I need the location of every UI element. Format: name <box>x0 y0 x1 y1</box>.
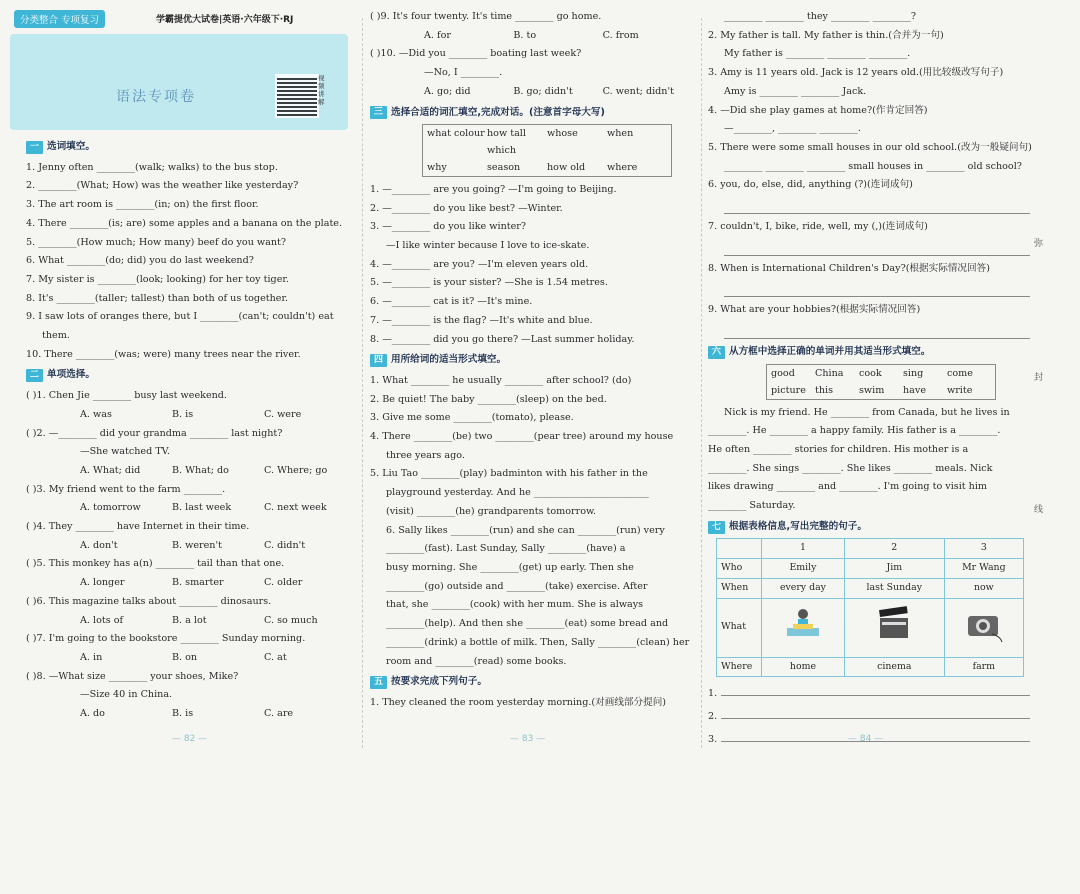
list-item: 4. There ________(is; are) some apples and a banana on the plate. <box>26 217 343 229</box>
word-option: this <box>815 384 834 396</box>
list-item: ________(go) outside and ________(take) exercise. After <box>386 580 648 592</box>
option-a: A. lots of <box>80 614 124 626</box>
option-c: C. at <box>264 651 287 663</box>
list-item: He often ________ stories for children. His mother is a <box>708 443 969 455</box>
option-b: B. weren't <box>172 539 222 551</box>
option-row <box>26 462 356 481</box>
option-a: A. go; did <box>424 85 471 97</box>
header <box>10 12 352 132</box>
list-item: 3. The art room is ________(in; on) the first floor. <box>26 199 259 211</box>
section-1-list <box>26 159 356 365</box>
answer-number: 2. <box>708 710 718 722</box>
list-item: three years ago. <box>386 449 465 461</box>
list-item: My father is ________ ________ ________. <box>724 48 911 60</box>
section-4-title: 四 用所给词的适当形式填空。 <box>370 351 692 370</box>
section-6-title: 六 从方框中选择正确的单词并用其适当形式填空。 <box>708 343 1030 362</box>
series-title: 学霸提优大试卷|英语·六年级下·RJ <box>156 15 294 25</box>
word-box-row <box>771 365 991 382</box>
film-clapper-icon <box>872 604 916 644</box>
answer-line[interactable] <box>721 681 1030 696</box>
option-row <box>26 705 356 724</box>
option-b: B. smarter <box>172 577 224 589</box>
word-box-row <box>427 142 667 176</box>
question: ( )5. This monkey has a(n) ________ tail than that one. <box>26 558 285 570</box>
list-item: 1. What ________ he usually ________ after school? (do) <box>370 374 632 386</box>
question-response: —No, I ________. <box>424 67 503 79</box>
word-option: whose <box>547 128 578 140</box>
binding-mark: 封 <box>1034 373 1044 383</box>
page-number: — 82 — <box>172 734 208 744</box>
page-84 <box>708 8 1030 766</box>
question: ( )1. Chen Jie ________ busy last weekend. <box>26 390 227 402</box>
answer-number: 1. <box>708 688 718 700</box>
question-response: —Size 40 in China. <box>80 689 173 701</box>
page-number: — 83 — <box>510 734 546 744</box>
answer-number: 3. <box>708 733 718 745</box>
answer-line[interactable] <box>724 278 1030 297</box>
option-row <box>26 649 356 668</box>
question: ( )2. —________ did your grandma ________ last night? <box>26 427 283 439</box>
list-item: 7. My sister is ________(look; looking) for her toy tiger. <box>26 273 289 285</box>
option-a: A. longer <box>80 577 125 589</box>
section-5-list-continued <box>708 8 1030 339</box>
list-item: 1. They cleaned the room yesterday morning.(对画线部分提问) <box>370 696 667 708</box>
where-label: Where <box>717 657 762 677</box>
list-item: likes drawing ________ and ________. I'm going to visit him <box>708 481 988 493</box>
option-a: A. was <box>80 408 112 420</box>
list-item: 4. —________ are you? —I'm eleven years old. <box>370 258 589 270</box>
section-6-passage <box>708 404 1030 516</box>
word-box-6 <box>766 364 1030 401</box>
list-item: 2. My father is tall. My father is thin.(合并为一句) <box>708 29 944 41</box>
section-3-title: 三 选择合适的词汇填空,完成对话。(注意首字母大写) <box>370 104 692 123</box>
list-item: 6. What ________(do; did) you do last weekend? <box>26 255 254 267</box>
section-2-list-continued <box>370 8 692 102</box>
option-c: C. next week <box>264 502 327 514</box>
option-row <box>26 574 356 593</box>
option-c: C. didn't <box>264 539 306 551</box>
word-option: which season <box>487 145 521 174</box>
section-4-list <box>370 372 692 671</box>
info-table: 1 2 3 Who Emily Jim Mr Wang When every day last Sunday now What Where home cinema farm <box>716 538 1024 677</box>
question: ( )6. This magazine talks about ________ dinosaurs. <box>26 595 272 607</box>
col-3: 3 <box>944 539 1023 559</box>
option-row <box>370 27 692 46</box>
option-b: B. to <box>513 29 537 41</box>
list-item: 3. Give me some ________(tomato), please. <box>370 412 574 424</box>
list-item: 3. Amy is 11 years old. Jack is 12 years old.(用比较级改写句子) <box>708 67 1004 79</box>
option-a: A. in <box>80 651 103 663</box>
answer-line[interactable] <box>724 237 1030 256</box>
question: ( )8. —What size ________ your shoes, Mike? <box>26 670 239 682</box>
word-option: when <box>607 128 634 140</box>
answer-line[interactable] <box>724 320 1030 339</box>
list-item: room and ________(read) some books. <box>386 655 567 667</box>
question: ( )7. I'm going to the bookstore ________ Sunday morning. <box>26 633 306 645</box>
question: ( )10. —Did you ________ boating last week? <box>370 48 582 60</box>
word-box-row <box>427 125 667 142</box>
list-item: ________(fast). Last Sunday, Sally ________(have) a <box>386 543 626 555</box>
list-item: 1. Jenny often ________(walk; walks) to the bus stop. <box>26 161 278 173</box>
list-item: 6. you, do, else, did, anything (?)(连词成句) <box>708 179 913 191</box>
list-item: Amy is ________ ________ Jack. <box>724 85 867 97</box>
word-box-row <box>771 382 991 399</box>
answer-line[interactable] <box>724 195 1030 214</box>
list-item: 1. —________ are you going? —I'm going to Beijing. <box>370 183 617 195</box>
list-item: 8. When is International Children's Day?(根据实际情况回答) <box>708 262 990 274</box>
word-box-3 <box>422 124 692 178</box>
page-82 <box>26 136 356 894</box>
option-a: A. do <box>80 708 105 720</box>
page-83 <box>370 8 692 766</box>
word-option: cook <box>859 367 882 379</box>
section-5-title: 五 按要求完成下列句子。 <box>370 673 692 692</box>
option-a: A. What; did <box>80 464 141 476</box>
option-row <box>26 537 356 556</box>
list-item: ________ ________ they ________ ________? <box>724 11 916 22</box>
option-a: A. don't <box>80 539 118 551</box>
option-b: B. What; do <box>172 464 229 476</box>
list-item: ________ Saturday. <box>708 500 796 512</box>
list-item: 2. Be quiet! The baby ________(sleep) on the bed. <box>370 393 607 405</box>
page-title: 语法专项卷 <box>116 89 196 105</box>
who-label: Who <box>717 559 762 579</box>
option-b: B. is <box>172 708 194 720</box>
qr-code-icon[interactable] <box>275 74 319 118</box>
list-item: 4. —Did she play games at home?(作肯定回答) <box>708 104 928 116</box>
list-item: 3. —________ do you like winter? <box>370 221 527 233</box>
question-response: —She watched TV. <box>80 446 170 458</box>
list-item: ________. She sings ________. She likes ________ meals. Nick <box>708 462 993 474</box>
option-row <box>370 83 692 102</box>
word-option: where <box>607 162 638 174</box>
option-c: C. so much <box>264 614 318 626</box>
answer-row <box>708 681 1030 704</box>
word-option: sing <box>903 367 924 379</box>
word-option: how old <box>547 162 586 174</box>
list-item: 6. —________ cat is it? —It's mine. <box>370 296 533 308</box>
list-item: —I like winter because I love to ice-skate. <box>386 240 590 252</box>
list-item: 9. What are your hobbies?(根据实际情况回答) <box>708 304 921 316</box>
list-item: 5. Liu Tao ________(play) badminton with his father in the <box>370 468 648 480</box>
option-row <box>26 499 356 518</box>
list-item: 2. ________(What; How) was the weather like yesterday? <box>26 180 299 192</box>
option-row <box>26 406 356 425</box>
what-label: What <box>717 598 762 657</box>
section-2-title: 二 单项选择。 <box>26 366 356 385</box>
list-item: them. <box>42 330 70 342</box>
list-item: ________(help). And then she ________(eat) some bread and <box>386 618 669 630</box>
section-1-title: 一 选词填空。 <box>26 138 356 157</box>
word-option: picture <box>771 384 806 396</box>
category-tag: 分类整合 专项复习 <box>14 10 105 28</box>
option-b: B. is <box>172 408 194 420</box>
list-item: 8. It's ________(taller; tallest) than both of us together. <box>26 292 289 304</box>
list-item: 4. There ________(be) two ________(pear tree) around my house <box>370 431 674 443</box>
camera-icon <box>962 604 1006 644</box>
question: ( )4. They ________ have Internet in their time. <box>26 521 250 533</box>
list-item: 2. —________ do you like best? —Winter. <box>370 202 563 214</box>
list-item: (visit) ________(he) grandparents tomorrow. <box>386 505 597 517</box>
option-c: C. Where; go <box>264 464 328 476</box>
col-2: 2 <box>844 539 944 559</box>
answer-row <box>708 704 1030 727</box>
list-item: 5. ________(How much; How many) beef do you want? <box>26 236 287 248</box>
list-item: 5. There were some small houses in our old school.(改为一般疑问句) <box>708 141 1032 153</box>
option-b: B. a lot <box>172 614 207 626</box>
list-item: busy morning. She ________(get) up early. Then she <box>386 561 634 573</box>
list-item: ________(drink) a bottle of milk. Then, Sally ________(clean) her <box>386 636 690 648</box>
question: ( )9. It's four twenty. It's time ________ go home. <box>370 11 602 22</box>
section-7-title: 七 根据表格信息,写出完整的句子。 <box>708 518 1030 537</box>
word-option: China <box>815 367 844 379</box>
reading-book-icon <box>781 604 825 644</box>
option-a: A. tomorrow <box>80 502 141 514</box>
list-item: 8. —________ did you go there? —Last summer holiday. <box>370 333 635 345</box>
answer-line[interactable] <box>721 704 1030 719</box>
option-c: C. went; didn't <box>602 85 674 97</box>
list-item: 6. Sally likes ________(run) and she can ________(run) very <box>386 524 665 536</box>
when-label: When <box>717 578 762 598</box>
list-item: 7. couldn't, I, bike, ride, well, my (,)(连词成句) <box>708 221 928 233</box>
list-item: ________. He ________ a happy family. His father is a ________. <box>708 425 1001 437</box>
word-option: swim <box>859 384 885 396</box>
section-2-list <box>26 387 356 724</box>
option-a: A. for <box>424 29 451 41</box>
col-1: 1 <box>762 539 845 559</box>
option-c: C. from <box>602 29 639 41</box>
list-item: Nick is my friend. He ________ from Canada, but he lives in <box>724 406 1010 418</box>
option-b: B. on <box>172 651 198 663</box>
list-item: —________, ________ ________. <box>724 123 861 135</box>
qr-label: 视频讲解 <box>318 74 325 106</box>
option-c: C. are <box>264 708 294 720</box>
list-item: that, she ________(cook) with her mum. She is always <box>386 599 644 611</box>
word-option: good <box>771 367 795 379</box>
word-option: have <box>903 384 926 396</box>
option-c: C. older <box>264 577 303 589</box>
list-item: playground yesterday. And he ________________________ <box>386 487 649 499</box>
word-option: what colour <box>427 128 485 140</box>
page-number: — 84 — <box>848 734 884 744</box>
title-banner <box>10 34 348 130</box>
option-b: B. go; didn't <box>513 85 573 97</box>
word-option: why <box>427 162 447 174</box>
option-c: C. were <box>264 408 302 420</box>
binding-mark: 线 <box>1034 505 1044 515</box>
option-row <box>26 612 356 631</box>
list-item: 7. —________ is the flag? —It's white and blue. <box>370 314 593 326</box>
question: ( )3. My friend went to the farm ________. <box>26 483 226 495</box>
section-3-list <box>370 181 692 349</box>
list-item: 10. There ________(was; were) many trees near the river. <box>26 348 301 360</box>
word-option: write <box>947 384 973 396</box>
word-option: come <box>947 367 973 379</box>
list-item: 5. —________ is your sister? —She is 1.54 metres. <box>370 277 608 289</box>
list-item: 9. I saw lots of oranges there, but I ________(can't; couldn't) eat <box>26 311 334 323</box>
binding-mark: 弥 <box>1034 239 1044 249</box>
word-option: how tall <box>487 128 526 140</box>
option-b: B. last week <box>172 502 232 514</box>
list-item: ________ ________ ________ small houses in ________ old school? <box>724 160 1022 172</box>
